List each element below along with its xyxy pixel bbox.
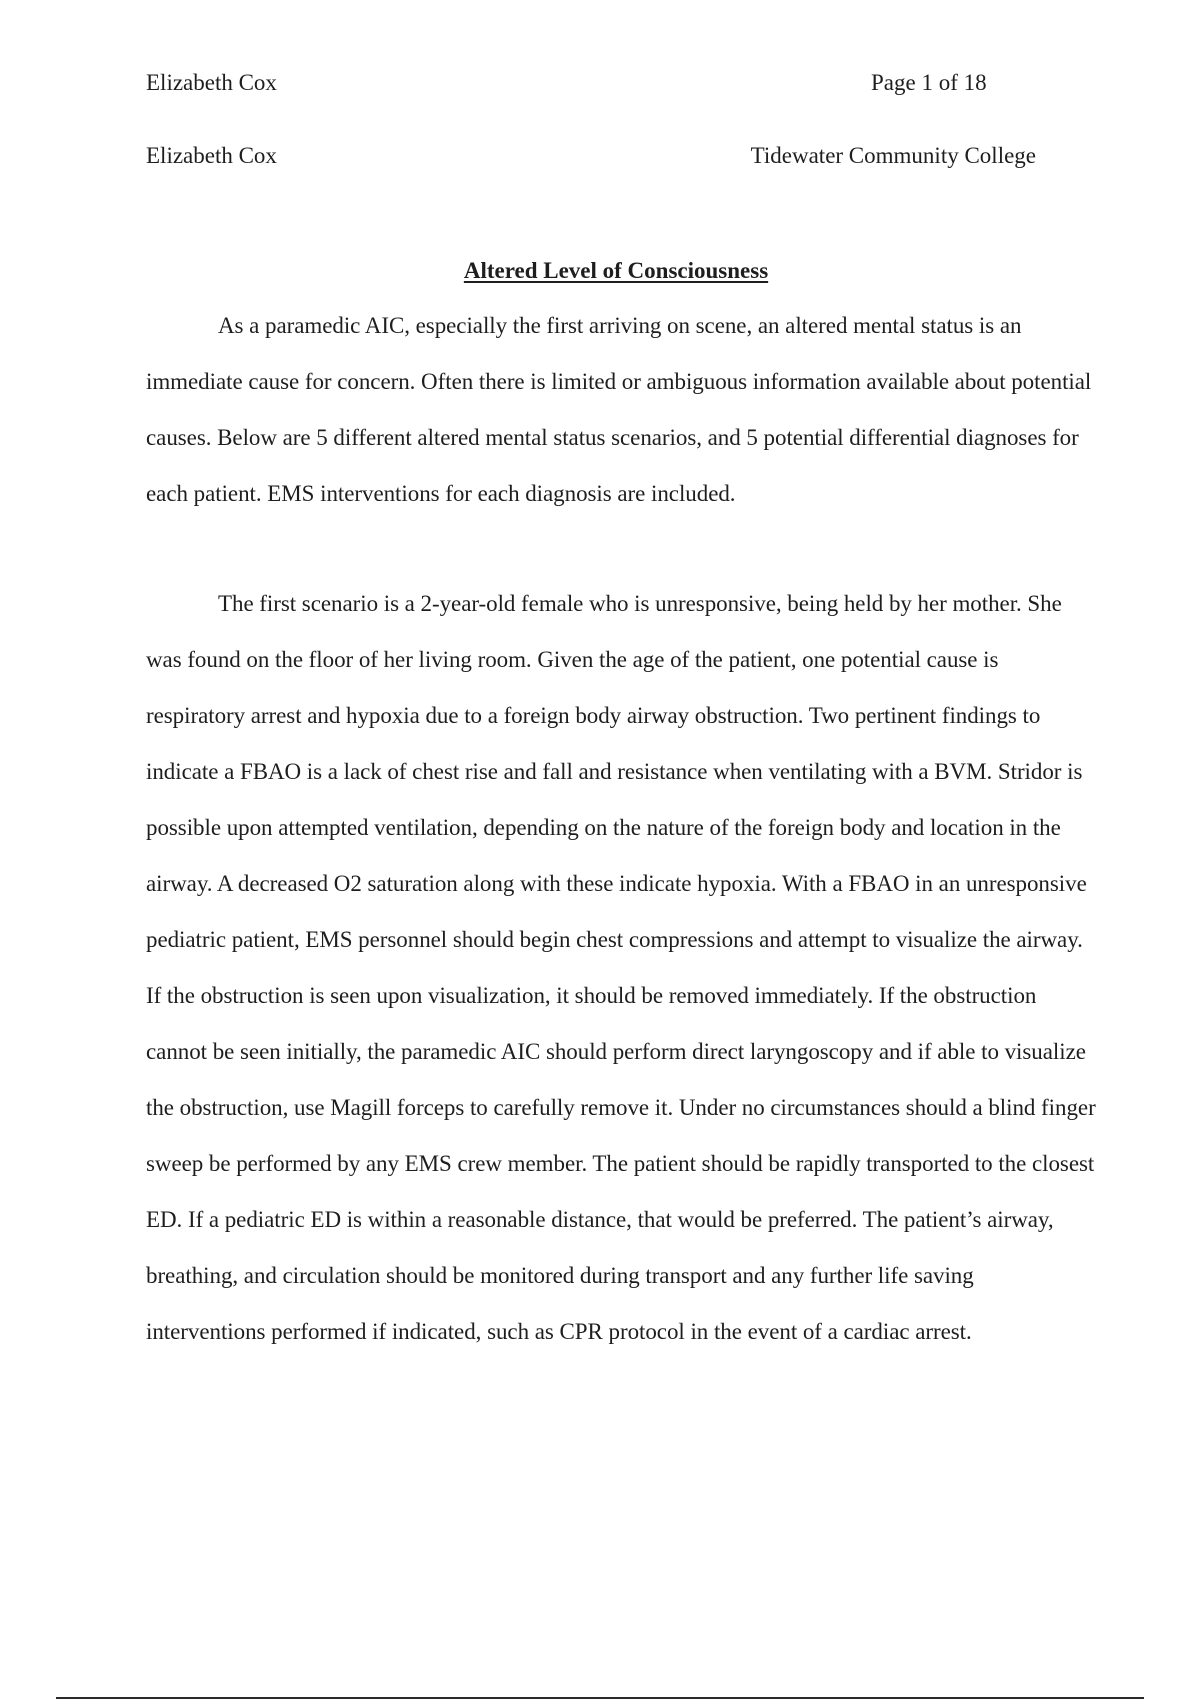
document-title: Altered Level of Consciousness	[463, 258, 769, 283]
running-header	[146, 70, 991, 102]
page-number: Page 1 of 18	[871, 70, 987, 95]
byline	[146, 143, 1036, 175]
byline-institution: Tidewater Community College	[750, 143, 1036, 168]
footer-divider	[56, 1697, 1144, 1699]
body-paragraph-scenario-1: The first scenario is a 2-year-old female who is unresponsive, being held by her mother. She was found on the floor of her living room. Given the age of the patient, one potential cause is respiratory arrest and hypoxia due to a foreign body airway obstruction. Two pertinent findings to indicate a FBAO is a lack of chest rise and fall and resistance when ventilating with a BVM. Stridor is possible upon attempted ventilation, depending on the nature of the foreign body and location in the airway. A decreased O2 saturation along with these indicate hypoxia. With a FBAO in an unresponsive pediatric patient, EMS personnel should begin chest compressions and attempt to visualize the airway. If the obstruction is seen upon visualization, it should be removed immediately. If the obstruction cannot be seen initially, the paramedic AIC should perform direct laryngoscopy and if able to visualize the obstruction, use Magill forceps to carefully remove it. Under no circumstances should a blind finger sweep be performed by any EMS crew member. The patient should be rapidly transported to the closest ED. If a pediatric ED is within a reasonable distance, that would be preferred. The patient’s airway, breathing, and circulation should be monitored during transport and any further life saving interventions performed if indicated, such as CPR protocol in the event of a cardiac arrest.	[146, 591, 1096, 1344]
header-author: Elizabeth Cox	[146, 70, 277, 95]
body-paragraph-intro: As a paramedic AIC, especially the first arriving on scene, an altered mental status is an immediate cause for concern. Often there is limited or ambiguous information available about potential causes. Below are 5 different altered mental status scenarios, and 5 potential differential diagnoses for each patient. EMS interventions for each diagnosis are included.	[146, 313, 1092, 506]
byline-author: Elizabeth Cox	[146, 143, 277, 168]
